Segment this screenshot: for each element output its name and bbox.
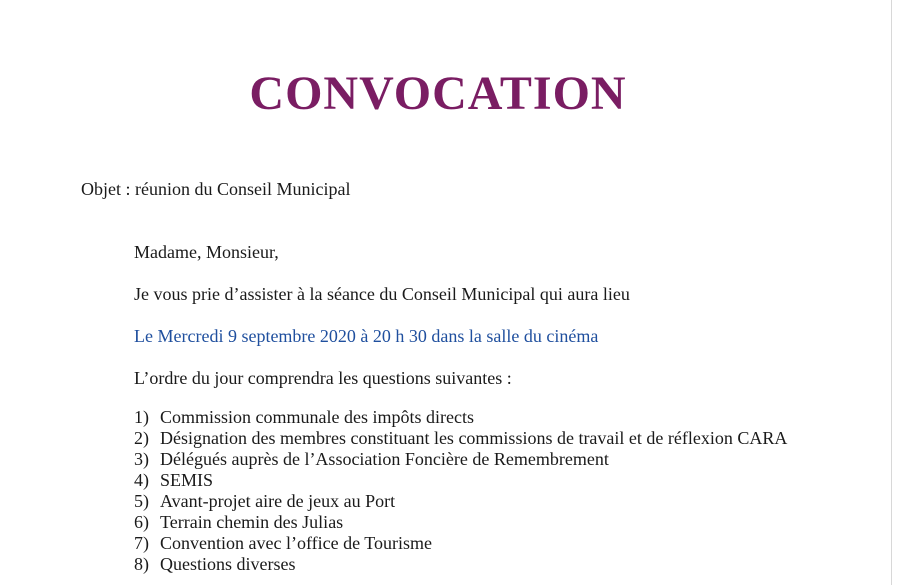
agenda-intro: L’ordre du jour comprendra les questions suivantes : [134, 368, 512, 388]
agenda-item-text: Convention avec l’office de Tourisme [160, 533, 432, 553]
agenda-item-text: Commission communale des impôts directs [160, 407, 474, 427]
agenda-item [134, 407, 787, 428]
agenda-list [134, 407, 787, 575]
agenda-item [134, 491, 787, 512]
agenda-item-number: 6) [134, 512, 149, 532]
agenda-item [134, 449, 787, 470]
agenda-item-text: Délégués auprès de l’Association Foncière de Remembrement [160, 449, 609, 469]
page-edge [891, 0, 892, 585]
agenda-item-text: Terrain chemin des Julias [160, 512, 344, 532]
agenda-item-number: 1) [134, 407, 149, 427]
agenda-item-number: 3) [134, 449, 149, 469]
agenda-item-number: 2) [134, 428, 149, 448]
salutation: Madame, Monsieur, [134, 242, 279, 262]
agenda-item-text: Désignation des membres constituant les commissions de travail et de réflexion CARA [160, 428, 788, 448]
agenda-item-number: 4) [134, 470, 149, 490]
agenda-item-number: 5) [134, 491, 149, 511]
agenda-item [134, 512, 787, 533]
agenda-item [134, 470, 787, 491]
document-title: CONVOCATION [249, 67, 627, 121]
agenda-item-text: Questions diverses [160, 554, 296, 574]
agenda-item-number: 8) [134, 554, 149, 574]
agenda-item-text: SEMIS [160, 470, 214, 490]
intro-text: Je vous prie d’assister à la séance du Conseil Municipal qui aura lieu [134, 284, 630, 304]
agenda-item [134, 428, 787, 449]
meeting-date-line: Le Mercredi 9 septembre 2020 à 20 h 30 dans la salle du cinéma [134, 326, 599, 346]
agenda-item [134, 554, 787, 575]
agenda-item-text: Avant-projet aire de jeux au Port [160, 491, 396, 511]
subject-line: Objet : réunion du Conseil Municipal [81, 179, 351, 199]
agenda-item [134, 533, 787, 554]
agenda-item-number: 7) [134, 533, 149, 553]
